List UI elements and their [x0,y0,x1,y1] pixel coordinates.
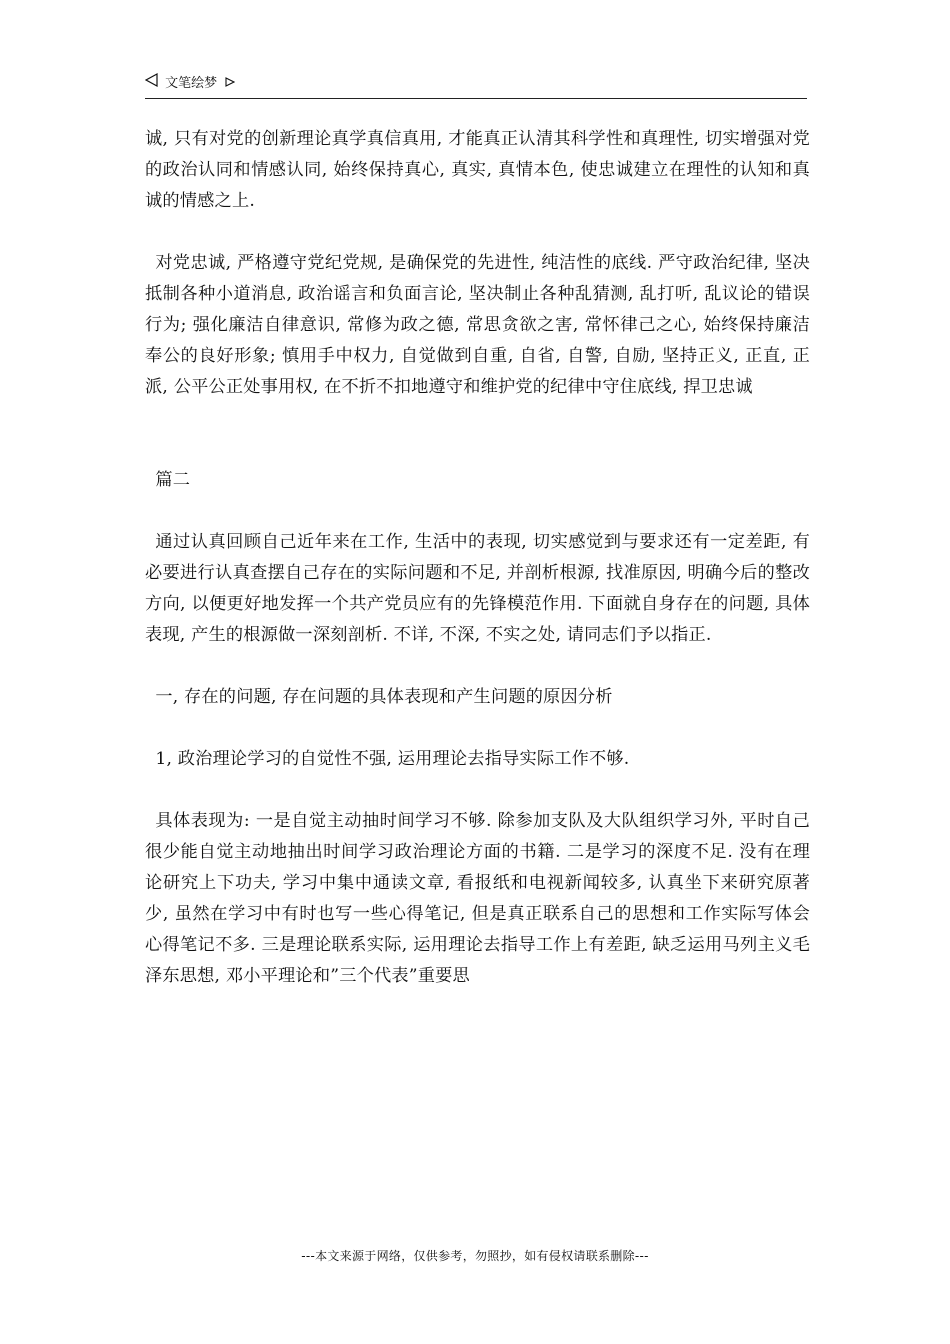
paragraph-intro: 通过认真回顾自己近年来在工作, 生活中的表现, 切实感觉到与要求还有一定差距, 有必要进行认真查摆自己存在的实际问题和不足, 并剖析根源, 找准原因, 明确今后的整改方向, 以便更好地发挥一个共产党员应有的先锋模范作用. 下面就自身存在的问题, 具体表现, 产生的根源做一深刻剖析. 不详, 不深, 不实之处, 请同志们予以指正. [145,532,810,645]
triangle-left-icon [145,72,159,96]
paragraph-continuation: 诚, 只有对党的创新理论真学真信真用, 才能真正认清其科学性和真理性, 切实增强对党的政治认同和情感认同, 始终保持真心, 真实, 真情本色, 使忠诚建立在理性的认知和真诚的情感之上. [145,129,810,211]
header-title: 文笔绘梦 [165,76,218,91]
subheading-item-1: 1, 政治理论学习的自觉性不强, 运用理论去指导实际工作不够. [155,749,630,769]
subheading-problems: 一, 存在的问题, 存在问题的具体表现和产生问题的原因分析 [155,687,613,707]
page-header [145,72,807,99]
paragraph-discipline: 对党忠诚, 严格遵守党纪党规, 是确保党的先进性, 纯洁性的底线. 严守政治纪律, 坚决抵制各种小道消息, 政治谣言和负面言论, 坚决制止各种乱猜测, 乱打听, 乱议论的错误行为; 强化廉洁自律意识, 常修为政之德, 常思贪欲之害, 常怀律己之心, 始终保持廉洁奉公的良好形象; 慎用手中权力, 自觉做到自重, 自省, 自警, 自励, 坚持正义, 正直, 正派, 公平公正处事用权, 在不折不扣地遵守和维护党的纪律中守住底线, 捍卫忠诚 [145,253,810,397]
triangle-right-icon [225,72,235,96]
section-heading: 篇二 [155,470,191,490]
document-body [145,124,810,992]
paragraph-details: 具体表现为: 一是自觉主动抽时间学习不够. 除参加支队及大队组织学习外, 平时自己很少能自觉主动地抽出时间学习政治理论方面的书籍. 二是学习的深度不足. 没有在理论研究上下功夫, 学习中集中通读文章, 看报纸和电视新闻较多, 认真坐下来研究原著少, 虽然在学习中有时也写一些心得笔记, 但是真正联系自己的思想和工作实际写体会心得笔记不多. 三是理论联系实际, 运用理论去指导工作上有差距, 缺乏运用马列主义毛泽东思想, 邓小平理论和”三个代表”重要思 [145,811,810,986]
page-footer: ---本文来源于网络，仅供参考，勿照抄，如有侵权请联系删除--- [301,1249,649,1263]
